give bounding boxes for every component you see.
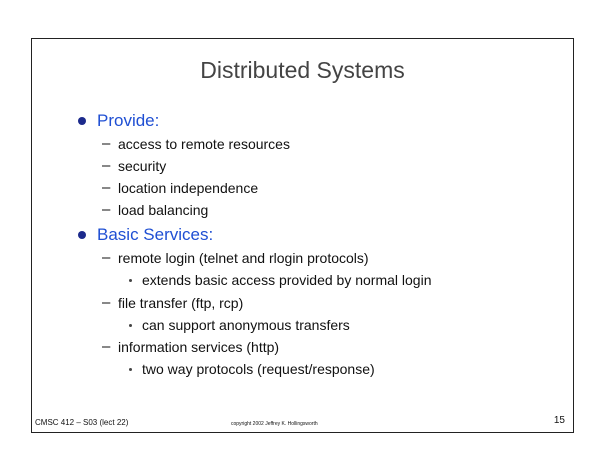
- dash-icon: –: [102, 338, 111, 355]
- sub-sub-item-text: can support anonymous transfers: [142, 317, 350, 333]
- sub-item-text: information services (http): [118, 338, 280, 355]
- sub-item: [102, 201, 208, 218]
- footer-course: CMSC 412 – S03 (lect 22): [35, 418, 129, 427]
- dash-icon: –: [102, 201, 111, 218]
- sub-item-text: load balancing: [118, 201, 209, 218]
- dash-icon: –: [102, 249, 111, 266]
- sub-sub-item-text: extends basic access provided by normal login: [142, 272, 432, 288]
- sub-sub-item: [129, 361, 375, 377]
- dash-icon: –: [102, 294, 111, 311]
- mini-bullet-icon: [129, 368, 132, 371]
- sub-sub-item: [129, 317, 350, 333]
- slide: [31, 38, 574, 433]
- sub-item: [102, 249, 369, 266]
- bullet-label: Provide:: [97, 111, 160, 130]
- footer-copyright: copyright 2002 Jeffrey K. Hollingsworth: [231, 421, 318, 427]
- slide-title: Distributed Systems: [200, 57, 405, 83]
- page-number: 15: [553, 415, 565, 426]
- sub-item: [102, 338, 279, 355]
- sub-item-text: location independence: [118, 179, 259, 196]
- mini-bullet-icon: [129, 279, 132, 282]
- sub-item-text: security: [118, 157, 167, 174]
- sub-item: [102, 179, 258, 196]
- bullet-basic-services: [78, 225, 213, 245]
- dash-icon: –: [102, 157, 111, 174]
- mini-bullet-icon: [129, 324, 132, 327]
- dash-icon: –: [102, 135, 111, 152]
- dash-icon: –: [102, 179, 111, 196]
- bullet-dot-icon: [78, 117, 86, 125]
- bullet-provide: [78, 111, 159, 131]
- sub-item: [102, 135, 290, 152]
- sub-sub-item-text: two way protocols (request/response): [142, 361, 375, 377]
- sub-item: [102, 294, 243, 311]
- sub-item: [102, 157, 166, 174]
- bullet-label: Basic Services:: [97, 225, 214, 244]
- sub-sub-item: [129, 272, 432, 288]
- sub-item-text: file transfer (ftp, rcp): [118, 294, 244, 311]
- sub-item-text: access to remote resources: [118, 135, 290, 152]
- sub-item-text: remote login (telnet and rlogin protocols): [118, 249, 369, 266]
- bullet-dot-icon: [78, 231, 86, 239]
